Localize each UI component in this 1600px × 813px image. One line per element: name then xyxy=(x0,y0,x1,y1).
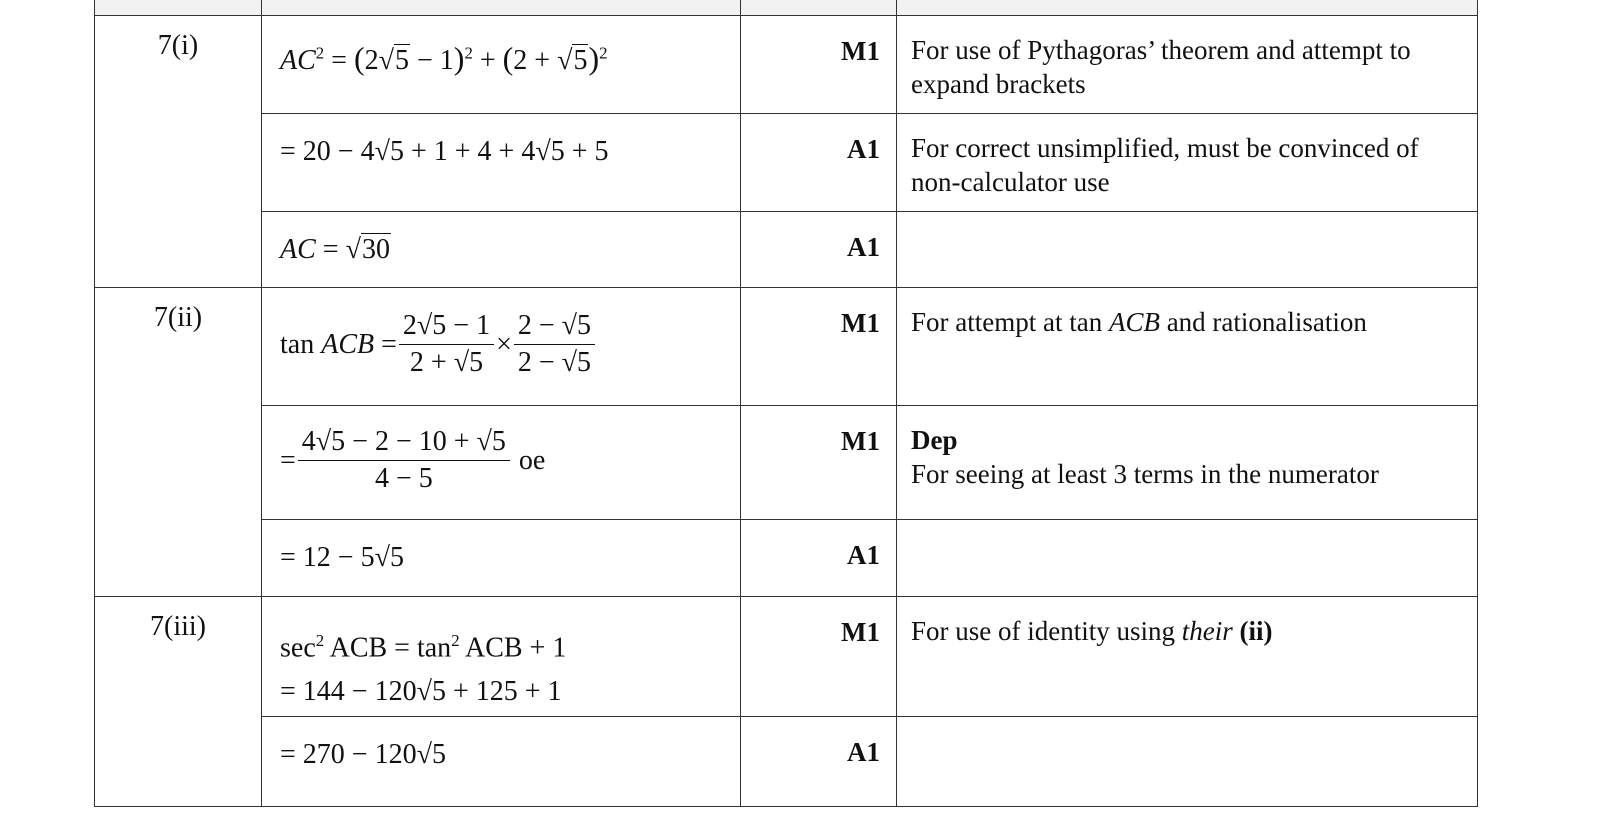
guidance-cell: For attempt at tan ACB and rationalisation xyxy=(897,288,1478,406)
guidance-cell xyxy=(897,520,1478,597)
answer-cell xyxy=(262,406,741,520)
mark-scheme-table xyxy=(94,0,1478,807)
equation: tan ACB = $\frac{2√5 - 1}{2 + √5}$ × $\frac{2 - √5}{2 - √5}$ xyxy=(280,288,597,381)
guidance-cell: For use of Pythagoras’ theorem and attempt to expand brackets xyxy=(897,16,1478,114)
mark-cell: A1 xyxy=(741,114,897,212)
answer-cell xyxy=(262,212,741,288)
equation: = 12 − 5√5 xyxy=(280,542,404,573)
answer-cell xyxy=(262,597,741,717)
fraction: $\frac{2 - √5}{2 - √5}$ xyxy=(514,308,595,381)
table-row xyxy=(95,16,1478,114)
guidance-cell: For correct unsimplified, must be convinced of non-calculator use xyxy=(897,114,1478,212)
fraction: $\frac{2√5 - 1}{2 + √5}$ xyxy=(399,308,494,381)
guidance-cell xyxy=(897,212,1478,288)
equation: = 20 − 4√5 + 1 + 4 + 4√5 + 5 xyxy=(280,136,609,167)
table-row xyxy=(95,212,1478,288)
equation: $\sec^2$ ACB = $\tan^2$ ACB + 1 = 144 − 120√5 + 125 + 1 xyxy=(280,631,567,708)
guidance-cell: Dep For seeing at least 3 terms in the numerator xyxy=(897,406,1478,520)
fraction: $\frac{4√5 - 2 - 10 + √5}{4 - 5}$ xyxy=(298,424,510,497)
equation: = $\frac{4√5 - 2 - 10 + √5}{4 - 5}$ oe xyxy=(280,406,545,497)
mark-cell: M1 xyxy=(741,288,897,406)
question-number: 7(i) xyxy=(95,16,262,288)
mark-cell: M1 xyxy=(741,16,897,114)
answer-cell xyxy=(262,717,741,807)
guidance-cell xyxy=(897,717,1478,807)
answer-cell xyxy=(262,520,741,597)
mark-cell: A1 xyxy=(741,212,897,288)
table-header-row xyxy=(95,0,1478,16)
mark-cell: A1 xyxy=(741,717,897,807)
mark-cell: A1 xyxy=(741,520,897,597)
mark-cell: M1 xyxy=(741,406,897,520)
table-row xyxy=(95,520,1478,597)
table-row xyxy=(95,406,1478,520)
table-row xyxy=(95,597,1478,717)
equation: AC = √30 xyxy=(280,234,390,265)
question-number: 7(iii) xyxy=(95,597,262,807)
table-row xyxy=(95,288,1478,406)
equation: $AC^2 = (2√5 - 1)^2 + (2 + √5)^2$ xyxy=(280,40,608,76)
answer-cell xyxy=(262,16,741,114)
table-row xyxy=(95,114,1478,212)
table-row xyxy=(95,717,1478,807)
guidance-cell: For use of identity using their (ii) xyxy=(897,597,1478,717)
answer-cell xyxy=(262,288,741,406)
equation: = 270 − 120√5 xyxy=(280,739,446,770)
mark-cell: M1 xyxy=(741,597,897,717)
question-number: 7(ii) xyxy=(95,288,262,597)
answer-cell xyxy=(262,114,741,212)
